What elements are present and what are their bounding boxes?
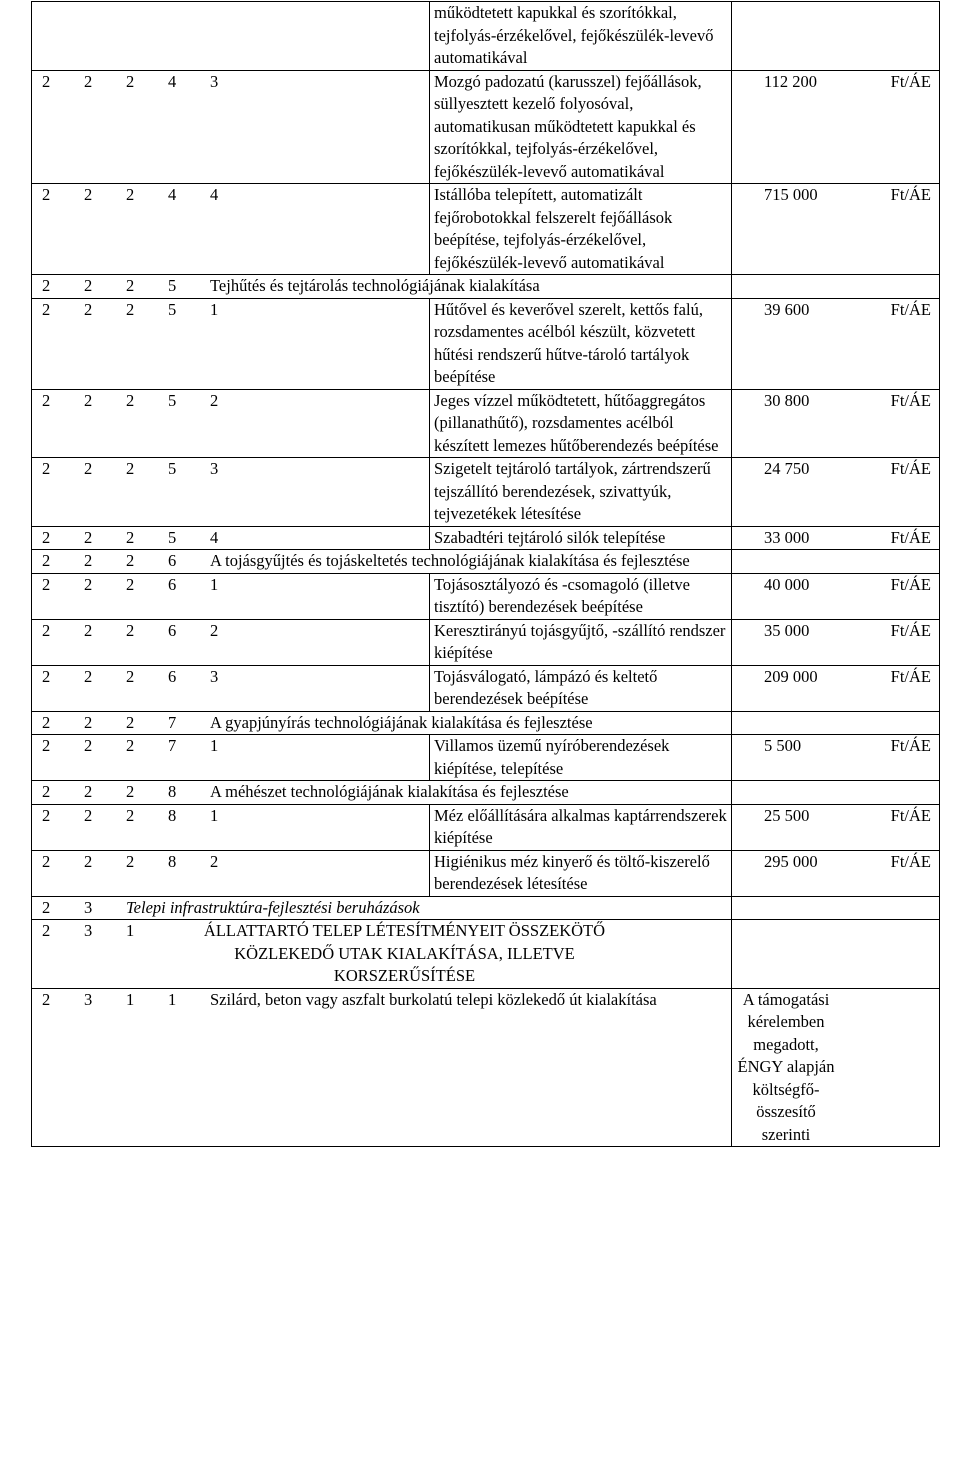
code-digit: 2 — [42, 782, 51, 801]
code-digit: 2 — [84, 666, 93, 686]
table-row — [32, 804, 940, 850]
row-description: Tojásválogató, lámpázó és keltető berendezések beépítése — [430, 665, 732, 711]
row-description: Mozgó padozatú (karusszel) fejőállások, süllyesztett kezelő folyosóval, automatikusan működtetett kapukkal és szorítókkal, tejfolyás-érzékelővel, fejőkészülék-levevő automatikával — [430, 70, 732, 184]
row-heading: Telepi infrastruktúra-fejlesztési beruházások — [126, 897, 420, 917]
row-description: Méz előállítására alkalmas kaptárrendszerek kiépítése — [430, 804, 732, 850]
amount-value: 112 200 — [764, 71, 818, 91]
row-heading: Szilárd, beton vagy aszfalt burkolatú telepi közlekedő út kialakítása — [210, 989, 657, 1009]
code-digit: 2 — [126, 712, 135, 732]
table-row — [32, 988, 940, 1147]
row-amount-cell — [732, 550, 940, 574]
code-digit: 5 — [168, 299, 177, 319]
row-description: Higiénikus méz kinyerő és töltő-kiszerelő berendezések létesítése — [430, 850, 732, 896]
table-row — [32, 850, 940, 896]
row-code-cell — [32, 70, 430, 184]
amount-value: 30 800 — [764, 390, 810, 410]
code-digit: 1 — [126, 921, 135, 940]
row-description: működtetett kapukkal és szorítókkal, tejfolyás-érzékelővel, fejőkészülék-levevő automatikával — [430, 2, 732, 71]
row-heading: A méhészet technológiájának kialakítása és fejlesztése — [210, 782, 569, 801]
row-code-cell — [32, 804, 430, 850]
code-digit: 4 — [168, 71, 177, 91]
code-digit: 3 — [84, 989, 93, 1009]
code-digit: 2 — [42, 989, 51, 1009]
table-row — [32, 550, 940, 574]
row-amount-cell — [732, 735, 940, 781]
row-heading-cell — [32, 711, 732, 735]
code-digit: 2 — [42, 805, 51, 825]
code-digit: 2 — [126, 276, 135, 295]
row-heading-cell — [32, 988, 732, 1147]
table-row — [32, 619, 940, 665]
table-row — [32, 70, 940, 184]
amount-value: 209 000 — [764, 666, 818, 686]
amount-value: 39 600 — [764, 299, 810, 319]
row-amount-cell — [732, 711, 940, 735]
amount-value: 715 000 — [764, 185, 818, 204]
row-amount-cell — [732, 988, 940, 1147]
code-digit: 8 — [168, 805, 177, 825]
row-description: Szigetelt tejtároló tartályok, zártrendszerű tejszállító berendezések, szivattyúk, tejvezetékek létesítése — [430, 458, 732, 527]
table-row — [32, 711, 940, 735]
code-digit: 2 — [210, 390, 219, 410]
row-heading-cell — [32, 550, 732, 574]
code-digit: 2 — [126, 666, 135, 686]
code-digit: 2 — [42, 527, 51, 547]
row-heading: A gyapjúnyírás technológiájának kialakítása és fejlesztése — [210, 712, 593, 732]
table-row — [32, 458, 940, 527]
code-digit: 2 — [126, 782, 135, 801]
code-digit: 1 — [210, 736, 219, 755]
row-description: Szabadtéri tejtároló silók telepítése — [430, 526, 732, 550]
code-digit: 1 — [168, 989, 177, 1009]
table-row — [32, 389, 940, 458]
row-code-cell — [32, 665, 430, 711]
table-row — [32, 184, 940, 275]
code-digit: 2 — [42, 712, 51, 732]
row-code-cell — [32, 298, 430, 389]
row-description: Keresztirányú tojásgyűjtő, -szállító rendszer kiépítése — [430, 619, 732, 665]
amount-unit: Ft/ÁE — [890, 299, 931, 319]
row-amount-cell — [732, 920, 940, 989]
amount-unit: Ft/ÁE — [890, 185, 931, 204]
code-digit: 6 — [168, 666, 177, 686]
amount-unit: Ft/ÁE — [890, 574, 931, 594]
code-digit: 1 — [126, 989, 135, 1009]
code-digit: 3 — [210, 71, 219, 91]
row-amount-cell — [732, 665, 940, 711]
amount-value: 35 000 — [764, 620, 810, 640]
code-digit: 2 — [84, 551, 93, 570]
code-digit: 8 — [168, 851, 177, 871]
row-amount-cell — [732, 458, 940, 527]
row-description: Jeges vízzel működtetett, hűtőaggregátos (pillanathűtő), rozsdamentes acélból készített lemezes hűtőberendezés beépítése — [430, 389, 732, 458]
row-code-cell — [32, 458, 430, 527]
code-digit: 2 — [84, 782, 93, 801]
code-digit: 3 — [84, 921, 93, 940]
document-page — [31, 1, 939, 1147]
row-code-cell — [32, 184, 430, 275]
code-digit: 2 — [126, 551, 135, 570]
code-digit: 2 — [126, 71, 135, 91]
row-amount-cell — [732, 298, 940, 389]
row-heading-cell — [32, 896, 732, 920]
amount-unit: Ft/ÁE — [890, 736, 931, 755]
amount-value: 33 000 — [764, 527, 810, 547]
code-digit: 5 — [168, 459, 177, 478]
code-digit: 2 — [42, 736, 51, 755]
code-digit: 2 — [84, 299, 93, 319]
amount-unit: Ft/ÁE — [890, 71, 931, 91]
code-digit: 2 — [126, 390, 135, 410]
code-digit: 2 — [126, 805, 135, 825]
code-digit: 2 — [210, 851, 219, 871]
row-amount-cell — [732, 70, 940, 184]
code-digit: 5 — [168, 276, 177, 295]
row-amount-cell — [732, 781, 940, 805]
code-digit: 2 — [84, 620, 93, 640]
code-digit: 2 — [126, 299, 135, 319]
code-digit: 7 — [168, 736, 177, 755]
code-digit: 6 — [168, 551, 177, 570]
row-code-cell — [32, 573, 430, 619]
code-digit: 1 — [210, 299, 219, 319]
code-digit: 7 — [168, 712, 177, 732]
code-digit: 2 — [84, 712, 93, 732]
row-amount-cell — [732, 896, 940, 920]
row-code-cell — [32, 619, 430, 665]
row-heading: Tejhűtés és tejtárolás technológiájának kialakítása — [210, 276, 540, 295]
amount-value: 295 000 — [764, 851, 818, 871]
code-digit: 4 — [168, 185, 177, 204]
code-digit: 2 — [84, 459, 93, 478]
code-digit: 2 — [126, 574, 135, 594]
amount-value: 5 500 — [764, 736, 802, 755]
row-code-cell — [32, 735, 430, 781]
cost-table — [31, 1, 940, 1147]
code-digit: 2 — [126, 736, 135, 755]
code-digit: 2 — [84, 805, 93, 825]
code-digit: 3 — [84, 897, 93, 917]
row-heading-cell — [32, 275, 732, 299]
amount-note: A támogatási kérelemben megadott, ÉNGY alapján költségfő-összesítő szerinti — [737, 989, 835, 1144]
table-row — [32, 573, 940, 619]
code-digit: 2 — [42, 390, 51, 410]
row-amount-cell — [732, 275, 940, 299]
amount-value: 40 000 — [764, 574, 810, 594]
code-digit: 6 — [168, 574, 177, 594]
code-digit: 2 — [126, 620, 135, 640]
row-heading: A tojásgyűjtés és tojáskeltetés technológiájának kialakítása és fejlesztése — [210, 551, 690, 570]
row-amount-cell — [732, 619, 940, 665]
code-digit: 2 — [42, 897, 51, 917]
code-digit: 2 — [42, 185, 51, 204]
table-row — [32, 665, 940, 711]
code-digit: 2 — [84, 276, 93, 295]
row-amount-cell — [732, 184, 940, 275]
code-digit: 2 — [84, 185, 93, 204]
table-row — [32, 526, 940, 550]
code-digit: 2 — [42, 299, 51, 319]
code-digit: 2 — [42, 276, 51, 295]
row-heading: ÁLLATTARTÓ TELEP LÉTESÍTMÉNYEIT ÖSSZEKÖTŐ KÖZLEKEDŐ UTAK KIALAKÍTÁSA, ILLETVE KORSZERŰSÍTÉSE — [203, 921, 606, 985]
table-row — [32, 896, 940, 920]
row-code-cell — [32, 850, 430, 896]
cost-table-body — [32, 2, 940, 1147]
table-row — [32, 735, 940, 781]
row-description: Istállóba telepített, automatizált fejőrobotokkal felszerelt fejőállások beépítése, tejfolyás-érzékelővel, fejőkészülék-levevő automatikával — [430, 184, 732, 275]
table-row — [32, 298, 940, 389]
code-digit: 2 — [42, 620, 51, 640]
code-digit: 5 — [168, 390, 177, 410]
code-digit: 2 — [210, 620, 219, 640]
table-row — [32, 781, 940, 805]
code-digit: 2 — [42, 574, 51, 594]
code-digit: 2 — [42, 459, 51, 478]
code-digit: 2 — [42, 551, 51, 570]
row-description: Hűtővel és keverővel szerelt, kettős falú, rozsdamentes acélból készült, közvetett hűtési rendszerű hűtve-tároló tartályok beépítése — [430, 298, 732, 389]
code-digit: 5 — [168, 527, 177, 547]
code-digit: 2 — [42, 71, 51, 91]
amount-unit: Ft/ÁE — [890, 527, 931, 547]
row-amount-cell — [732, 2, 940, 71]
code-digit: 2 — [42, 851, 51, 871]
row-code-cell — [32, 526, 430, 550]
code-digit: 4 — [210, 527, 219, 547]
row-amount-cell — [732, 389, 940, 458]
code-digit: 2 — [84, 574, 93, 594]
row-heading-cell — [32, 781, 732, 805]
row-description: Villamos üzemű nyíróberendezések kiépítése, telepítése — [430, 735, 732, 781]
code-digit: 2 — [84, 851, 93, 871]
amount-unit: Ft/ÁE — [890, 851, 931, 871]
code-digit: 3 — [210, 666, 219, 686]
row-amount-cell — [732, 526, 940, 550]
code-digit: 2 — [42, 666, 51, 686]
row-code-cell — [32, 389, 430, 458]
code-digit: 3 — [210, 459, 219, 478]
amount-value: 25 500 — [764, 805, 810, 825]
code-digit: 1 — [210, 574, 219, 594]
code-digit: 6 — [168, 620, 177, 640]
code-digit: 2 — [126, 459, 135, 478]
row-amount-cell — [732, 573, 940, 619]
code-digit: 2 — [84, 390, 93, 410]
row-amount-cell — [732, 804, 940, 850]
row-heading-cell — [32, 920, 732, 989]
row-code-cell — [32, 2, 430, 71]
code-digit: 2 — [126, 851, 135, 871]
code-digit: 2 — [84, 71, 93, 91]
amount-unit: Ft/ÁE — [890, 459, 931, 478]
code-digit: 8 — [168, 782, 177, 801]
code-digit: 2 — [126, 527, 135, 547]
amount-unit: Ft/ÁE — [890, 805, 931, 825]
code-digit: 2 — [42, 921, 51, 940]
amount-unit: Ft/ÁE — [890, 620, 931, 640]
code-digit: 4 — [210, 185, 219, 204]
row-amount-cell — [732, 850, 940, 896]
table-row — [32, 275, 940, 299]
row-description: Tojásosztályozó és -csomagoló (illetve tisztító) berendezések beépítése — [430, 573, 732, 619]
amount-unit: Ft/ÁE — [890, 666, 931, 686]
code-digit: 2 — [126, 185, 135, 204]
amount-value: 24 750 — [764, 459, 810, 478]
code-digit: 2 — [84, 736, 93, 755]
code-digit: 1 — [210, 805, 219, 825]
table-row — [32, 920, 940, 989]
code-digit: 2 — [84, 527, 93, 547]
table-row — [32, 2, 940, 71]
amount-unit: Ft/ÁE — [890, 390, 931, 410]
